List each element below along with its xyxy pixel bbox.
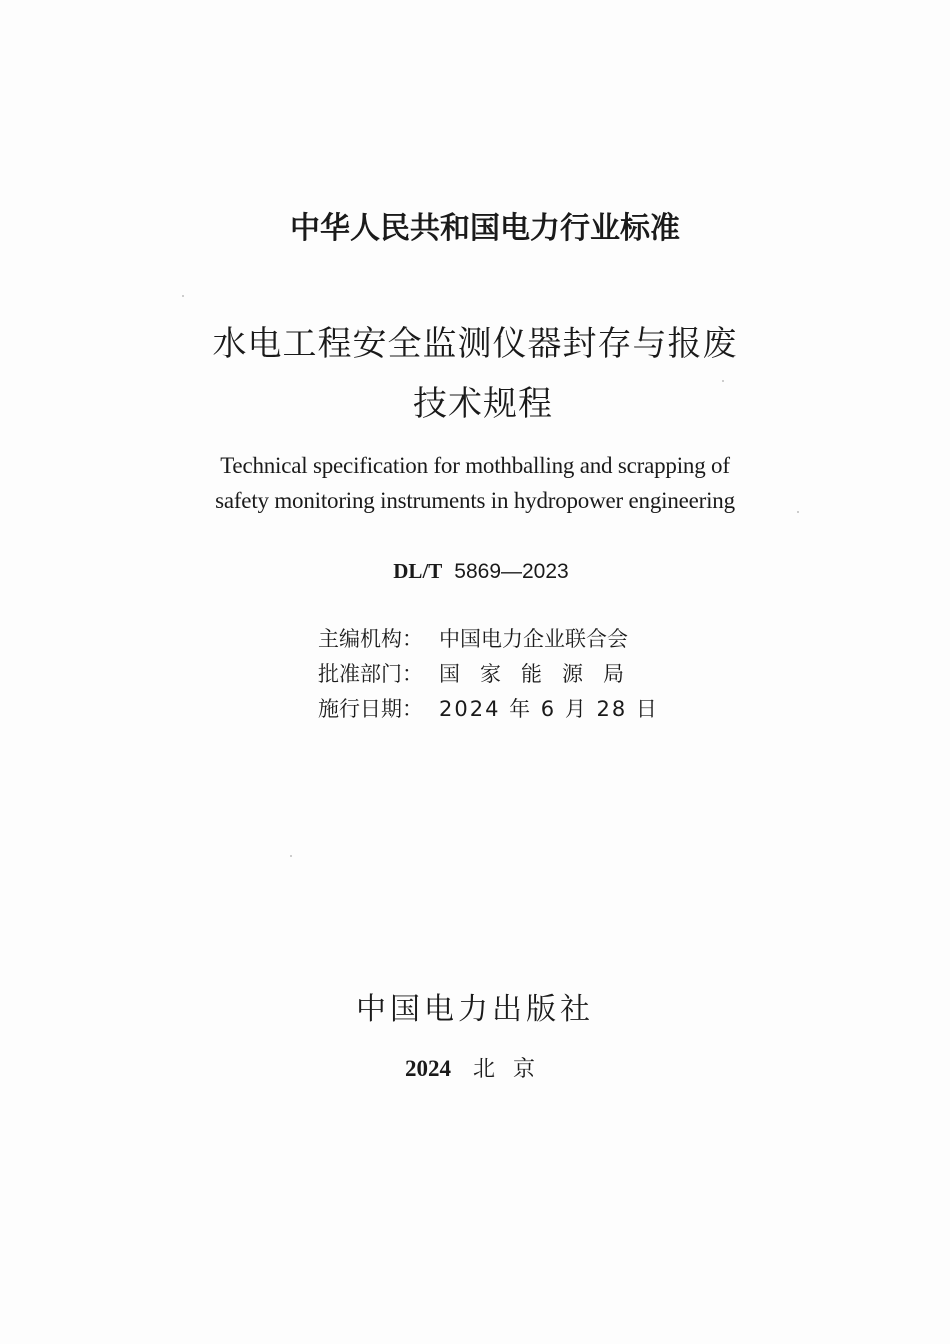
industry-standard-heading: 中华人民共和国电力行业标准	[290, 211, 680, 246]
scan-speck	[182, 295, 184, 297]
standard-number-prefix: DL/T	[393, 559, 443, 583]
chinese-title-line-2: 技术规程	[413, 384, 553, 424]
english-title-line-1: Technical specification for mothballing and scrapping of	[220, 453, 730, 478]
standard-number	[6, 559, 950, 584]
standard-info-block	[318, 622, 659, 727]
publication-place	[4, 1052, 950, 1083]
scan-speck	[797, 511, 799, 513]
effective-date-label: 施行日期：	[318, 697, 423, 721]
standard-number-value: 5869—2023	[454, 560, 569, 583]
publication-year: 2024	[404, 1056, 451, 1081]
effective-date-row	[318, 692, 659, 727]
editor-value: 中国电力企业联合会	[439, 627, 628, 651]
scan-speck	[722, 380, 724, 382]
english-title-line-2: safety monitoring instruments in hydropower engineering	[215, 488, 735, 513]
chinese-title-line-1: 水电工程安全监测仪器封存与报废	[212, 324, 738, 364]
publisher-name: 中国电力出版社	[356, 992, 594, 1027]
publication-city: 北京	[472, 1057, 553, 1082]
editor-row	[318, 622, 659, 657]
approver-row	[318, 657, 659, 692]
approver-label: 批准部门：	[318, 662, 423, 686]
approver-value: 国家能源局	[439, 662, 644, 686]
scan-speck	[290, 855, 292, 857]
effective-date-value: 2024 年 6 月 28 日	[439, 697, 659, 721]
editor-label: 主编机构：	[318, 627, 423, 651]
